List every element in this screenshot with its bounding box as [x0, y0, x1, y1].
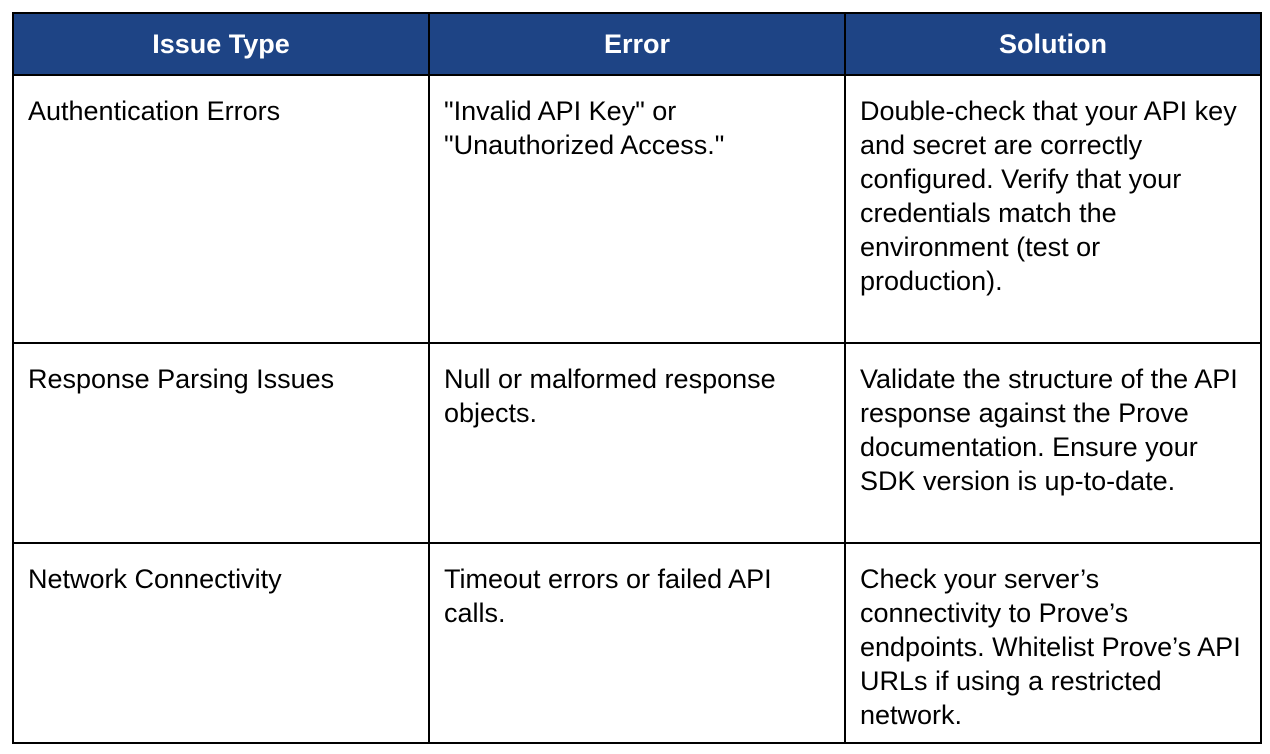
table-row [13, 543, 1261, 743]
column-header-solution: Solution [845, 13, 1261, 75]
column-header-error: Error [429, 13, 845, 75]
solution-cell: Check your server’s connectivity to Prove’s endpoints. Whitelist Prove’s API URLs if using a restricted network. [845, 543, 1261, 743]
error-cell: "Invalid API Key" or "Unauthorized Access." [429, 75, 845, 343]
solution-cell: Validate the structure of the API response against the Prove documentation. Ensure your SDK version is up-to-date. [845, 343, 1261, 543]
issue-type-cell: Response Parsing Issues [13, 343, 429, 543]
column-header-issue-type: Issue Type [13, 13, 429, 75]
solution-cell: Double-check that your API key and secret are correctly configured. Verify that your credentials match the environment (test or production). [845, 75, 1261, 343]
error-cell: Timeout errors or failed API calls. [429, 543, 845, 743]
issue-type-cell: Network Connectivity [13, 543, 429, 743]
table-row [13, 343, 1261, 543]
table-header-row [13, 13, 1261, 75]
table-row [13, 75, 1261, 343]
error-cell: Null or malformed response objects. [429, 343, 845, 543]
troubleshooting-table [12, 12, 1262, 744]
issue-type-cell: Authentication Errors [13, 75, 429, 343]
table-container [12, 12, 1260, 744]
